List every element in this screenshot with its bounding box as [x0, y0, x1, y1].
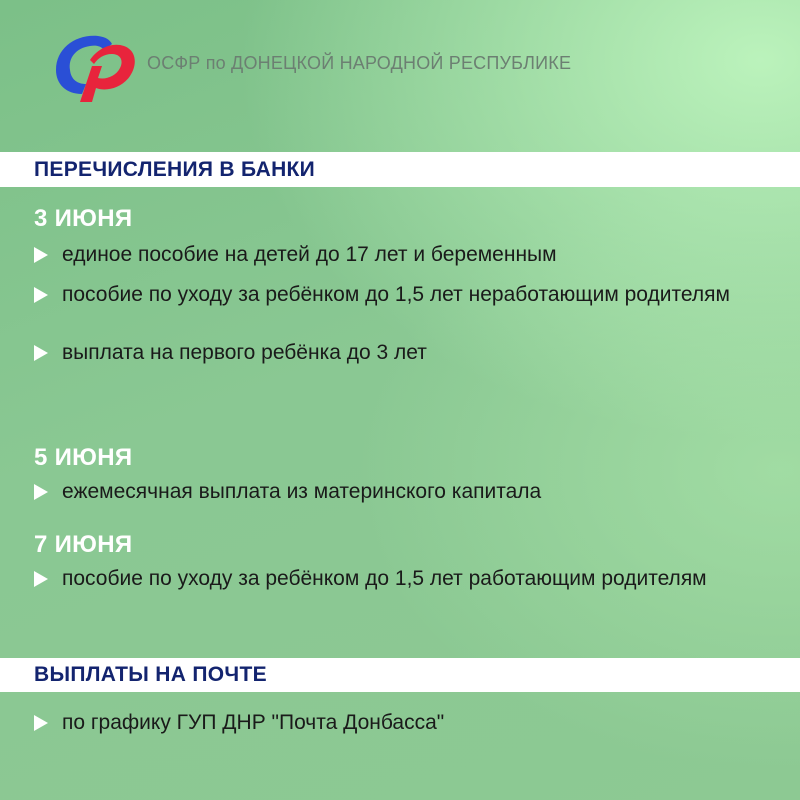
section-bar-banks	[0, 152, 800, 187]
date-heading: 7 ИЮНЯ	[34, 531, 133, 558]
section-bar-post	[0, 658, 800, 692]
section-title-post: ВЫПЛАТЫ НА ПОЧТЕ	[34, 663, 267, 686]
arrow-bullet-icon	[34, 247, 48, 263]
list-item	[34, 710, 752, 735]
arrow-bullet-icon	[34, 345, 48, 361]
list-item-text: по графику ГУП ДНР "Почта Донбасса"	[62, 711, 445, 734]
date-heading: 5 ИЮНЯ	[34, 444, 133, 471]
list-item	[34, 566, 752, 591]
list-item	[34, 282, 752, 307]
list-item	[34, 242, 752, 267]
list-item-text: ежемесячная выплата из материнского капитала	[62, 480, 542, 503]
list-item	[34, 340, 752, 365]
list-item	[34, 479, 752, 504]
date-heading: 3 ИЮНЯ	[34, 205, 133, 232]
header-title: ОСФР по ДОНЕЦКОЙ НАРОДНОЙ РЕСПУБЛИКЕ	[147, 53, 572, 73]
osfr-logo-icon	[46, 26, 138, 106]
section-title-banks: ПЕРЕЧИСЛЕНИЯ В БАНКИ	[34, 157, 316, 181]
list-item-text: выплата на первого ребёнка до 3 лет	[62, 341, 427, 364]
arrow-bullet-icon	[34, 287, 48, 303]
arrow-bullet-icon	[34, 484, 48, 500]
arrow-bullet-icon	[34, 715, 48, 731]
list-item-text: пособие по уходу за ребёнком до 1,5 лет неработающим родителям	[62, 283, 730, 306]
list-item-text: пособие по уходу за ребёнком до 1,5 лет работающим родителям	[62, 567, 707, 590]
arrow-bullet-icon	[34, 571, 48, 587]
list-item-text: единое пособие на детей до 17 лет и беременным	[62, 243, 557, 266]
